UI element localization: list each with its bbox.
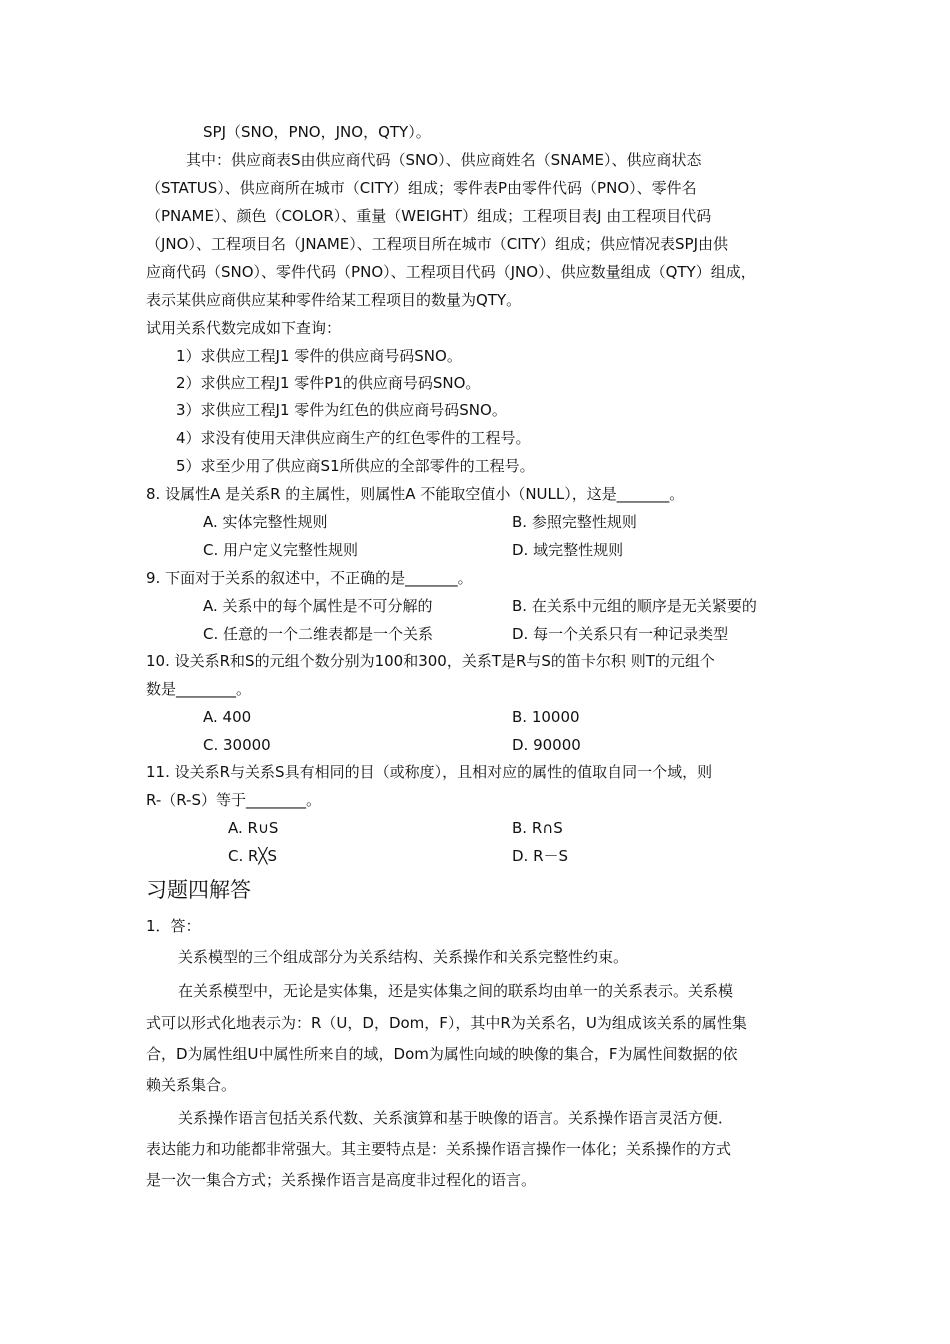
question-11-stem: 11. 设关系R与关系S具有相同的目（或称度），且相对应的属性的值取自同一个域，则 <box>146 763 713 781</box>
description-line: （STATUS）、供应商所在城市（CITY）组成；零件表P由零件代码（PNO）、零件名 <box>146 179 697 197</box>
description-line: 表示某供应商供应某种零件给某工程项目的数量为QTY。 <box>146 291 522 309</box>
question-10-option-d: D. 90000 <box>512 736 581 754</box>
answer-paragraph-line: 在关系模型中，无论是实体集，还是实体集之间的联系均由单一的关系表示。关系模 <box>178 982 734 1000</box>
answer-paragraph-line: 赖关系集合。 <box>146 1076 237 1094</box>
question-8-option-a: A. 实体完整性规则 <box>203 513 328 531</box>
query-intro: 试用关系代数完成如下查询： <box>146 319 342 337</box>
question-10-option-b: B. 10000 <box>512 708 580 726</box>
query-item: 5）求至少用了供应商S1所供应的全部零件的工程号。 <box>176 457 535 475</box>
question-8-option-d: D. 域完整性规则 <box>512 541 624 559</box>
query-item: 2）求供应工程J1 零件P1的供应商号码SNO。 <box>176 374 481 392</box>
answer-paragraph-line: 关系操作语言包括关系代数、关系演算和基于映像的语言。关系操作语言灵活方便． <box>178 1109 734 1127</box>
question-10-stem: 数是________。 <box>146 680 252 698</box>
question-9-option-d: D. 每一个关系只有一种记录类型 <box>512 625 729 643</box>
answer-paragraph-line: 合，D为属性组U中属性所来自的域，Dom为属性向域的映像的集合，F为属性间数据的依 <box>146 1045 738 1063</box>
answer-paragraph-line: 式可以形式化地表示为：R（U，D，Dom，F），其中R为关系名，U为组成该关系的属性集 <box>146 1014 747 1032</box>
description-line: （JNO）、工程项目名（JNAME）、工程项目所在城市（CITY）组成；供应情况表SPJ由供 <box>146 235 728 253</box>
description-line: 应商代码（SNO）、零件代码（PNO）、工程项目代码（JNO）、供应数量组成（QTY）组成， <box>146 263 756 281</box>
description-line: 其中：供应商表S由供应商代码（SNO）、供应商姓名（SNAME）、供应商状态 <box>186 151 702 169</box>
question-11-option-d: D. R－S <box>512 847 569 865</box>
question-8-stem: 8. 设属性A 是关系R 的主属性，则属性A 不能取空值小（NULL），这是_______。 <box>146 485 685 503</box>
answer-paragraph-line: 关系模型的三个组成部分为关系结构、关系操作和关系完整性约束。 <box>178 948 629 966</box>
question-10-option-a: A. 400 <box>203 708 252 726</box>
answer-paragraph-line: 表达能力和功能都非常强大。其主要特点是：关系操作语言操作一体化；关系操作的方式 <box>146 1140 732 1158</box>
question-11-option-c: C. R╳S <box>228 847 277 865</box>
query-item: 3）求供应工程J1 零件为红色的供应商号码SNO。 <box>176 401 507 419</box>
answer-label: 1．答： <box>146 917 201 935</box>
question-9-option-b: B. 在关系中元组的顺序是无关紧要的 <box>512 597 757 615</box>
question-9-option-a: A. 关系中的每个属性是不可分解的 <box>203 597 433 615</box>
answer-paragraph-line: 是一次一集合方式；关系操作语言是高度非过程化的语言。 <box>146 1171 537 1189</box>
question-10-stem: 10. 设关系R和S的元组个数分别为100和300，关系T是R与S的笛卡尔积 则T的元组个 <box>146 652 715 670</box>
description-line: （PNAME）、颜色（COLOR）、重量（WEIGHT）组成；工程项目表J 由工程项目代码 <box>146 207 712 225</box>
question-8-option-c: C. 用户定义完整性规则 <box>203 541 359 559</box>
question-9-option-c: C. 任意的一个二维表都是一个关系 <box>203 625 434 643</box>
question-10-option-c: C. 30000 <box>203 736 271 754</box>
schema-line: SPJ（SNO，PNO，JNO，QTY）。 <box>203 123 431 141</box>
query-item: 4）求没有使用天津供应商生产的红色零件的工程号。 <box>176 429 531 447</box>
question-11-option-a: A. R∪S <box>228 819 279 837</box>
question-8-option-b: B. 参照完整性规则 <box>512 513 637 531</box>
question-11-option-b: B. R∩S <box>512 819 563 837</box>
section-title: 习题四解答 <box>146 878 251 902</box>
question-11-stem: R-（R-S）等于________。 <box>146 791 321 809</box>
query-item: 1）求供应工程J1 零件的供应商号码SNO。 <box>176 347 462 365</box>
question-9-stem: 9. 下面对于关系的叙述中，不正确的是_______。 <box>146 569 473 587</box>
